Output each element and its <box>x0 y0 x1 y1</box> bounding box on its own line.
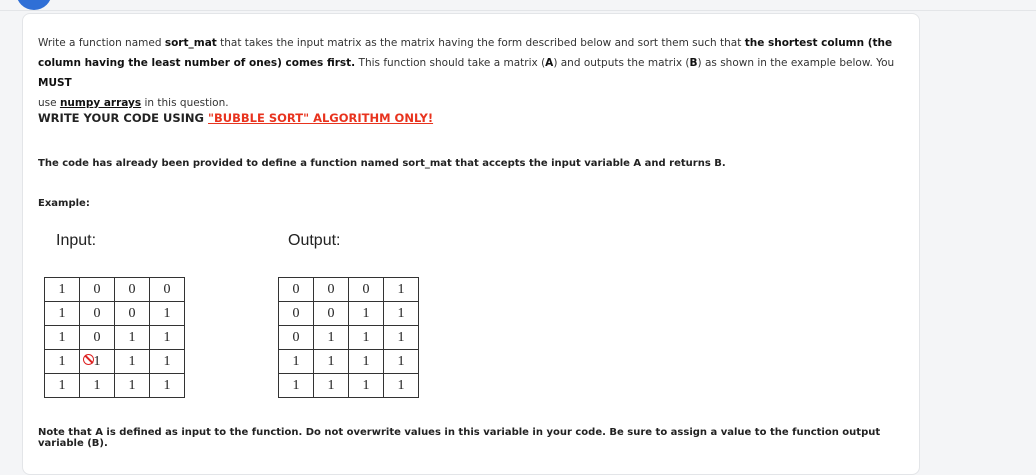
matrix-cell: 1 <box>150 374 185 398</box>
matrix-cell: 0 <box>150 278 185 302</box>
matrix-cell: 1 <box>314 374 349 398</box>
matrix-cell: 0 <box>80 302 115 326</box>
matrix-cell: 1 <box>45 302 80 326</box>
question-card <box>22 13 920 475</box>
matrix-cell: 1 <box>80 374 115 398</box>
must-keyword: MUST <box>38 77 72 89</box>
algorithm-heading <box>38 111 433 125</box>
input-label: Input: <box>56 232 97 249</box>
matrix-cell: 1 <box>314 326 349 350</box>
matrix-cell: 1 <box>80 350 115 374</box>
function-name: sort_mat <box>164 37 217 49</box>
matrix-cell: 0 <box>115 278 150 302</box>
matrix-cell: 1 <box>349 350 384 374</box>
input-matrix <box>44 277 185 398</box>
matrix-cell: 1 <box>115 350 150 374</box>
matrix-cell: 0 <box>314 302 349 326</box>
intro-text-5: ) as shown in the example below. You <box>697 57 895 69</box>
matrix-cell: 1 <box>45 350 80 374</box>
matrix-cell: 1 <box>384 278 419 302</box>
matrix-cell: 1 <box>150 302 185 326</box>
matrix-cell: 1 <box>384 350 419 374</box>
variable-b: B <box>689 57 698 69</box>
provided-code-note: The code has already been provided to define a function named sort_mat that accepts the input variable A and returns B. <box>38 158 726 169</box>
matrix-cell: 0 <box>80 278 115 302</box>
matrix-cell: 0 <box>279 278 314 302</box>
footer-note: Note that A is defined as input to the function. Do not overwrite values in this variable in your code. Be sure to assign a value to the function output variable (B). <box>38 427 881 449</box>
heading-prefix: WRITE YOUR CODE USING <box>38 111 209 125</box>
matrix-row <box>45 326 185 350</box>
matrix-cell: 1 <box>45 374 80 398</box>
matrix-row <box>45 278 185 302</box>
matrix-row <box>45 350 185 374</box>
top-divider <box>0 10 1036 11</box>
matrix-cell: 1 <box>279 374 314 398</box>
output-matrix <box>278 277 419 398</box>
matrix-cell: 1 <box>349 326 384 350</box>
intro-text-1: Write a function named <box>38 37 165 49</box>
matrix-cell: 1 <box>384 302 419 326</box>
matrix-cell: 0 <box>115 302 150 326</box>
user-avatar[interactable] <box>16 0 52 10</box>
intro-bold-requirement: the shortest column (the column having the least number of ones) comes first. <box>38 37 893 69</box>
matrix-row <box>45 374 185 398</box>
intro-text-2: that takes the input matrix as the matrix having the form described below and sort them such that <box>216 37 745 49</box>
question-intro <box>38 33 898 113</box>
matrix-cell: 0 <box>314 278 349 302</box>
matrix-cell: 1 <box>314 350 349 374</box>
matrix-cell: 1 <box>115 326 150 350</box>
matrix-cell: 0 <box>279 326 314 350</box>
matrix-row <box>45 302 185 326</box>
matrix-cell: 1 <box>45 326 80 350</box>
matrix-cell: 0 <box>80 326 115 350</box>
matrix-cell: 1 <box>384 326 419 350</box>
matrix-cell: 1 <box>279 350 314 374</box>
matrix-cell: 0 <box>279 302 314 326</box>
matrix-row <box>279 302 419 326</box>
intro-text-4: ) and outputs the matrix ( <box>553 57 690 69</box>
intro-text-3: This function should take a matrix ( <box>355 57 546 69</box>
matrix-cell: 1 <box>349 302 384 326</box>
intro-text-6: use <box>38 97 60 109</box>
matrix-cell: 1 <box>45 278 80 302</box>
intro-text-7: in this question. <box>141 97 229 109</box>
variable-a: A <box>545 57 554 69</box>
matrix-cell: 1 <box>115 374 150 398</box>
matrix-cell: 1 <box>150 326 185 350</box>
output-label: Output: <box>288 232 341 249</box>
bubble-sort-highlight: "BUBBLE SORT" ALGORITHM ONLY! <box>208 111 434 125</box>
numpy-arrays-text: numpy arrays <box>59 97 142 109</box>
matrix-row <box>279 326 419 350</box>
matrix-row <box>279 350 419 374</box>
matrix-row <box>279 278 419 302</box>
matrix-cell: 0 <box>349 278 384 302</box>
example-label: Example: <box>38 198 90 209</box>
not-allowed-cursor-icon <box>83 354 94 365</box>
matrix-cell: 1 <box>349 374 384 398</box>
matrix-row <box>279 374 419 398</box>
matrix-cell: 1 <box>150 350 185 374</box>
matrix-cell: 1 <box>384 374 419 398</box>
